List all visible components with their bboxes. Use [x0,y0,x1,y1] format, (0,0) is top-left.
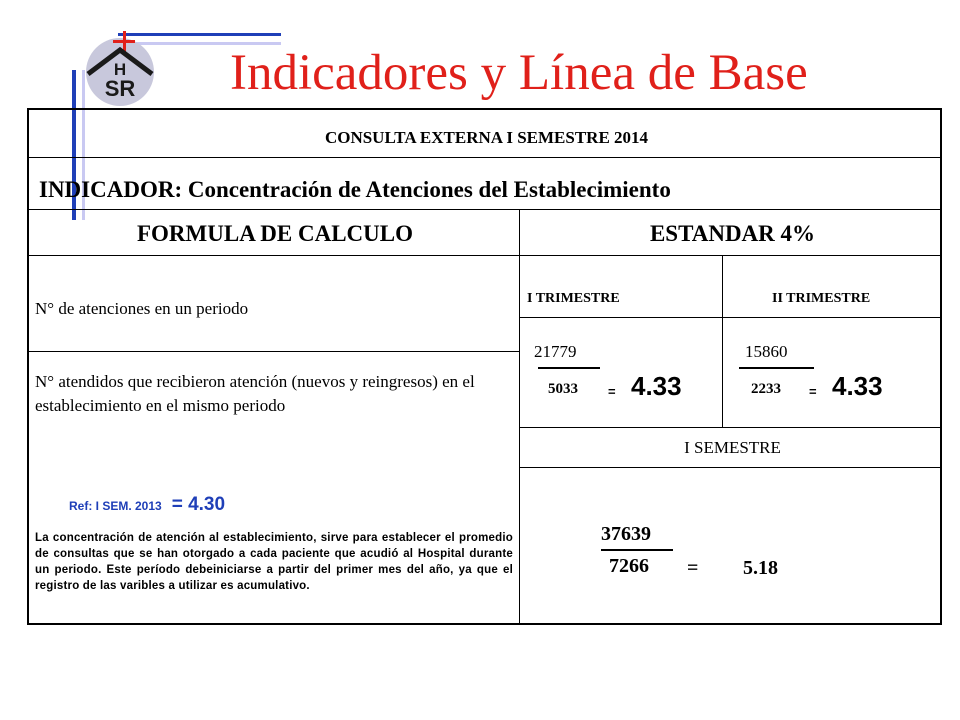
formula-divider [29,351,519,352]
row-divider [29,209,940,210]
quarter-1-result: 4.33 [631,371,682,401]
semester-numerator: 37639 [601,523,651,545]
quarter-2-label: II TRIMESTRE [772,291,871,306]
quarter-2-fraction-bar [739,367,814,369]
quarter-2-equals: = [809,384,817,399]
semester-divider [519,467,940,468]
semester-fraction-bar [601,549,673,551]
reference-value [69,494,225,516]
table-header: CONSULTA EXTERNA I SEMESTRE 2014 [324,128,649,147]
quarter-1-label: I TRIMESTRE [527,291,620,306]
quarter-1-numerator: 21779 [534,342,577,361]
formula-heading: FORMULA DE CALCULO [136,221,413,246]
page-title: Indicadores y Línea de Base [230,45,808,101]
semester-denominator: 7266 [609,555,649,577]
denominator-description: N° atendidos que recibieron atención (nuevos y reingresos) en el establecimiento en el mismo periodo [35,372,475,415]
quarter-2-result: 4.33 [832,371,883,401]
reference-label: Ref: I SEM. 2013 [69,499,162,513]
reference-number: = 4.30 [171,494,226,515]
indicator-table [27,108,942,625]
semester-result: 5.18 [743,557,778,579]
quarter-1-denominator: 5033 [548,381,578,397]
quarter-1-fraction-bar [538,367,600,369]
hospital-logo [80,28,160,108]
semester-label: I SEMESTRE [684,438,781,457]
quarter-column-divider [722,255,723,427]
quarter-2-numerator: 15860 [745,342,788,361]
explanatory-note: La concentración de atención al establecimiento, sirve para establecer el promedio de consultas que se han otorgado a cada paciente que acudió al Hospital durante un periodo. Este período debeiniciarse a partir del primer mes del año, ya que el registro de las varibles a utilizar es acumulativo. [35,532,513,592]
indicator-label: INDICADOR: Concentración de Atenciones del Establecimiento [39,177,671,202]
logo-text-bottom: SR [104,76,136,101]
column-divider [519,209,520,623]
logo-text-top: H [113,60,127,79]
cross-horizontal-icon [113,40,135,43]
quarter-2-denominator: 2233 [751,381,781,397]
numerator-description: N° de atenciones en un periodo [35,299,249,318]
quarter-divider [519,427,940,428]
row-divider [29,255,940,256]
quarter-divider [519,317,940,318]
standard-heading: ESTANDAR 4% [649,221,816,246]
quarter-1-equals: = [608,384,616,399]
semester-equals: = [687,557,699,579]
row-divider [29,157,940,158]
